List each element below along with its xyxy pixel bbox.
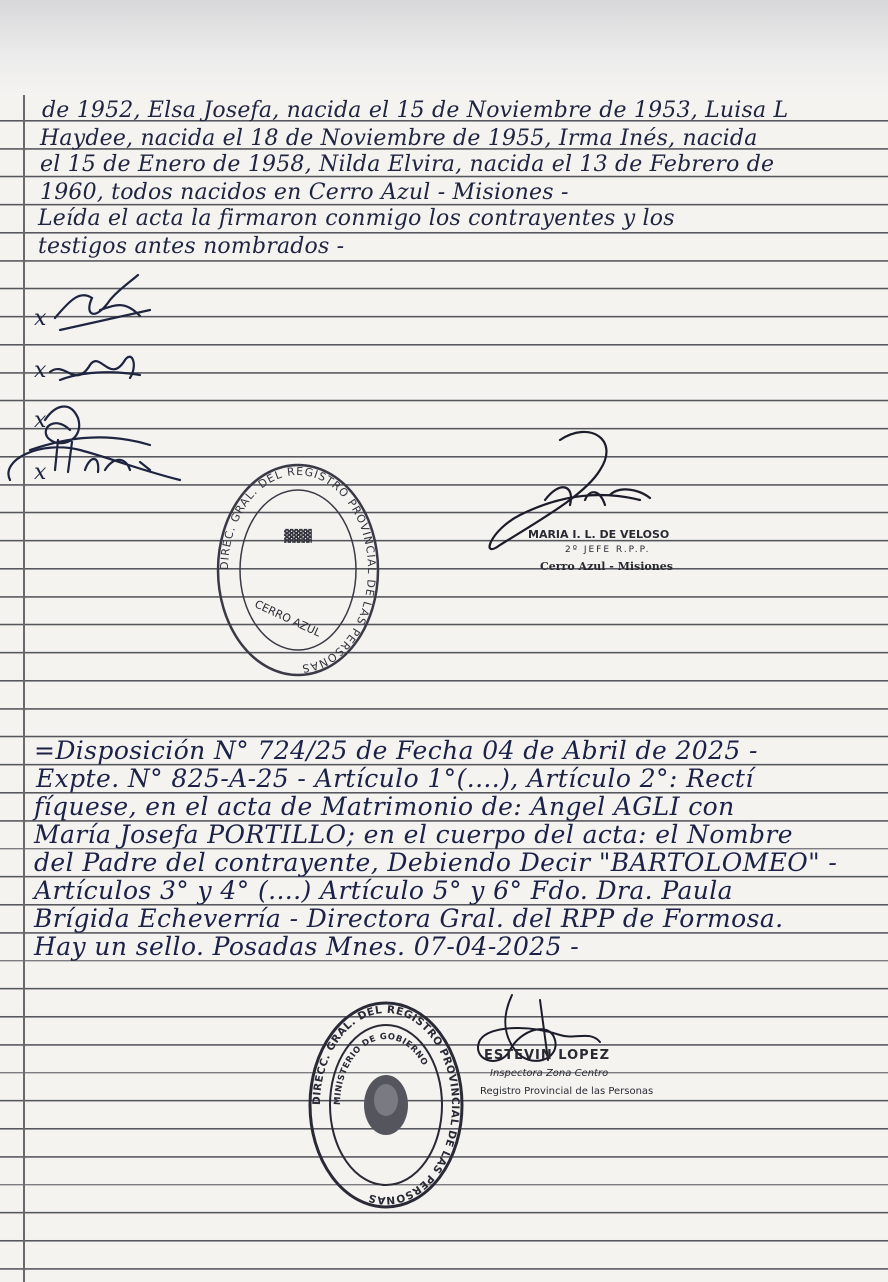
disposition-line-7: Brígida Echeverría - Directora Gral. del RPP de Formosa.	[34, 904, 784, 933]
disposition-line-8: Hay un sello. Posadas Mnes. 07-04-2025 -	[34, 932, 580, 961]
signature-mark-1: x	[34, 306, 47, 331]
signature-mark-4: x	[34, 460, 47, 485]
official-bottom-title: Inspectora Zona Centro	[490, 1068, 609, 1079]
body-line-6: testigos antes nombrados -	[38, 234, 345, 259]
body-line-3: el 15 de Enero de 1958, Nilda Elvira, nacida el 13 de Febrero de	[40, 152, 775, 177]
disposition-line-5: del Padre del contrayente, Debiendo Decir "BARTOLOMEO" -	[34, 848, 838, 877]
disposition-line-2: Expte. N° 825-A-25 - Artículo 1°(....), Artículo 2°: Rectí	[36, 764, 754, 793]
body-line-4: 1960, todos nacidos en Cerro Azul - Misiones -	[40, 180, 569, 205]
svg-text:DIREC. GRAL. DEL REGISTRO PROV: DIREC. GRAL. DEL REGISTRO PROVINCIAL DE LAS PERSONAS	[217, 464, 379, 675]
official-bottom-office: Registro Provincial de las Personas	[480, 1086, 654, 1097]
disposition-line-1: =Disposición N° 724/25 de Fecha 04 de Abril de 2025 -	[34, 736, 758, 765]
signature-mark-3: x	[34, 408, 47, 433]
svg-text:▓▓▓: ▓▓▓	[284, 529, 312, 543]
body-line-5: Leída el acta la firmaron conmigo los contrayentes y los	[38, 206, 675, 231]
official-top-title: 2º JEFE R.P.P.	[565, 545, 651, 555]
svg-text:MINISTERIO DE GOBIERNO: MINISTERIO DE GOBIERNO	[332, 1031, 430, 1106]
seal-top-center: CERRO AZUL	[252, 597, 323, 640]
official-bottom-name: ESTEVIN LOPEZ	[484, 1048, 611, 1063]
official-top-name: MARIA I. L. DE VELOSO	[528, 528, 670, 541]
signature-mark-2: x	[34, 358, 47, 383]
body-line-2: Haydee, nacida el 18 de Noviembre de 1955, Irma Inés, nacida	[40, 126, 758, 151]
disposition-line-3: fíquese, en el acta de Matrimonio de: Angel AGLI con	[34, 792, 735, 821]
body-line-1: de 1952, Elsa Josefa, nacida el 15 de Noviembre de 1953, Luisa L	[42, 98, 789, 123]
disposition-line-6: Artículos 3° y 4° (....) Artículo 5° y 6° Fdo. Dra. Paula	[34, 876, 733, 905]
official-top-place: Cerro Azul - Misiones	[540, 560, 673, 573]
svg-text:DIRECC. GRAL. DEL REGISTRO PRO: DIRECC. GRAL. DEL REGISTRO PROVINCIAL DE LAS PERSONAS	[310, 1003, 462, 1207]
disposition-line-4: María Josefa PORTILLO; en el cuerpo del acta: el Nombre	[34, 820, 793, 849]
